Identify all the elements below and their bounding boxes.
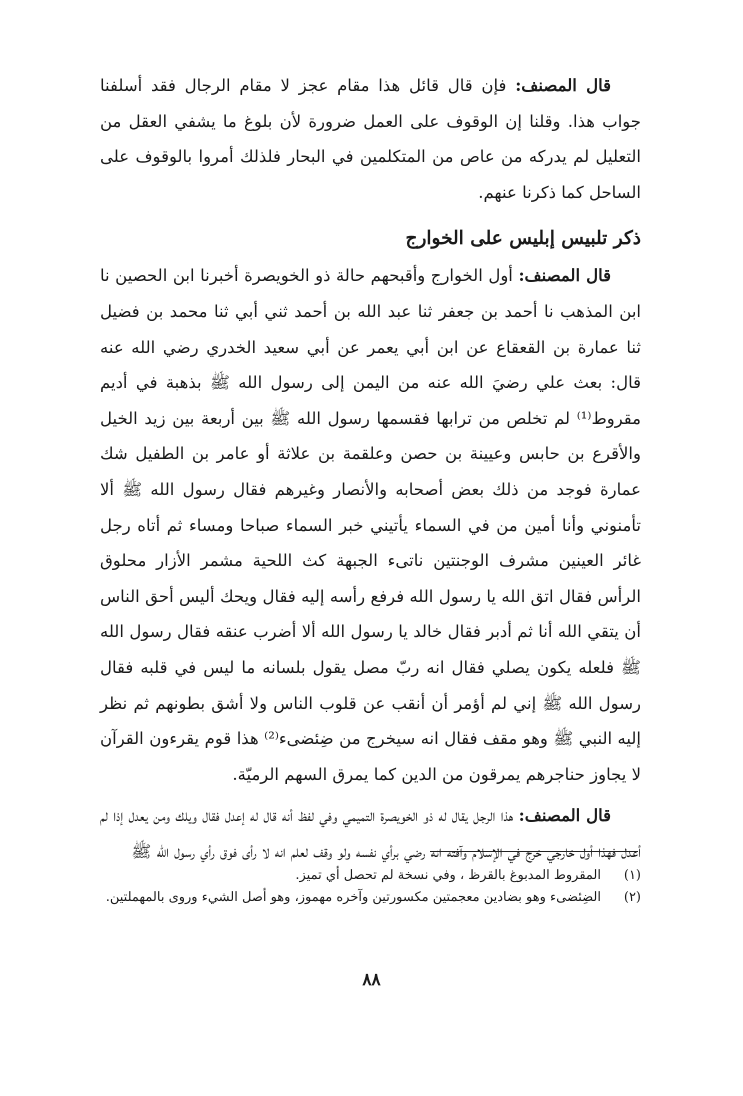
footnote-2-text: الضِئضىء وهو بضادين معجمتين مكسورتين وآخره مهموز، وهو أصل الشيء وروى بالمهملتين. bbox=[105, 890, 601, 905]
paragraph-1 bbox=[100, 68, 641, 210]
footnote-1-text: المقروط المدبوغ بالقرظ ، وفي نسخة لم تحصل أي تميز. bbox=[295, 868, 601, 883]
paragraph-2-text: أول الخوارج وأقبحهم حالة ذو الخويصرة أخبرنا ابن الحصين نا ابن المذهب نا أحمد بن جعفر ثنا عبد الله بن أحمد ثني أبي ثنا محمد بن فضيل ثنا عمارة بن القعقاع عن ابن أبي يعمر عن أبي سعيد الخدري رضي الله عنه قال: بعث علي رضيَ الله عنه من اليمن إلى رسول الله ﷺ بذهبة في أديم مقروط⁽¹⁾ لم تخلص من ترابها فقسمها رسول الله ﷺ بين أربعة بين زيد الخيل والأقرع بن حابس وعيينة بن حصن وعلقمة بن علاثة أو عامر بن الطفيل شك عمارة فوجد من ذلك بعض أصحابه والأنصار وغيرهم فقال رسول الله ﷺ ألا تأمنوني وأنا أمين من في السماء يأتيني خبر السماء صباحا ومساء ثم أتاه رجل غائر العينين مشرف الوجنتين ناتىء الجبهة كث اللحية مشمر الأزار محلوق الرأس فقال اتق الله يا رسول الله فرفع رأسه إليه فقال ويحك أليس أحق الناس أن يتقي الله أنا ثم أدبر فقال خالد يا رسول الله ألا أضرب عنقه فقال رسول الله ﷺ فلعله يكون يصلي فقال انه ربّ مصل يقول بلسانه ما ليس في قلبه فقال رسول الله ﷺ إني لم أؤمر أن أنقب عن قلوب الناس ولا أشق بطونهم ثم نظر إليه النبي ﷺ وهو مقف فقال انه سيخرج من ضِئضىء⁽²⁾ هذا قوم يقرءون القرآن لا يجاوز حناجرهم يمرقون من الدين كما يمرق السهم الرميّة. bbox=[100, 266, 641, 784]
paragraph-2-lead: قال المصنف: bbox=[518, 266, 611, 286]
footnote-1 bbox=[100, 865, 641, 887]
paragraph-3-text: هذا الرجل يقال له ذو الخويصرة التميمي وفي لفظ أنه قال له إعدل فقال ويلك ومن يعدل إذا لم أعدل فهذا أول خارجي خرج في الإسلام وآفته انه رضي برأي نفسه ولو وقف لعلم انه لا رأى فوق رأي رسول الله ﷺ bbox=[100, 806, 641, 861]
footnotes bbox=[100, 865, 641, 909]
paragraph-1-text: فإن قال قائل هذا مقام عجز لا مقام الرجال فقد أسلفنا جواب هذا. وقلنا إن الوقوف على العمل ضرورة لأن بلوغ ما يشفي العقل من التعليل لم يدركه من عاص من المتكلمين في البحار فلذلك أمروا بالوقوف على الساحل كما ذكرنا عنهم. bbox=[100, 76, 641, 202]
footnote-2-number: (٢) bbox=[623, 890, 641, 905]
section-heading: ذكر تلبيس إبليس على الخوارج bbox=[405, 228, 641, 250]
main-text bbox=[100, 68, 641, 869]
page-number: ٨٨ bbox=[362, 970, 381, 990]
paragraph-3-lead: قال المصنف: bbox=[518, 806, 611, 826]
paragraph-2 bbox=[100, 258, 641, 792]
paragraph-3 bbox=[100, 798, 641, 869]
footnote-1-number: (١) bbox=[623, 868, 641, 883]
footnote-2 bbox=[100, 887, 641, 909]
footnote-divider bbox=[430, 851, 638, 852]
paragraph-1-lead: قال المصنف: bbox=[515, 76, 611, 95]
